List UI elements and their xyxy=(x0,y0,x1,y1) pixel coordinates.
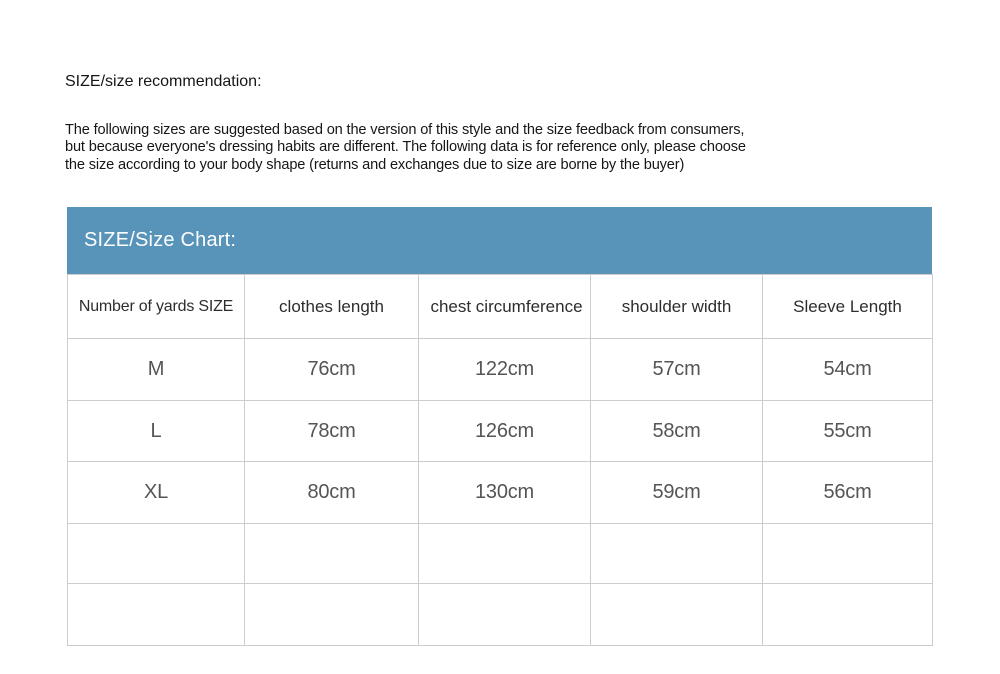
column-header-size: Number of yards SIZE xyxy=(68,275,245,339)
table-header-row xyxy=(68,275,933,339)
shoulder-width-cell: 57cm xyxy=(591,339,763,401)
table-cell xyxy=(245,524,419,584)
size-chart-table xyxy=(67,274,933,646)
table-cell xyxy=(419,584,591,646)
sleeve-length-cell: 55cm xyxy=(763,401,933,462)
size-cell: XL xyxy=(68,462,245,524)
clothes-length-cell: 76cm xyxy=(245,339,419,401)
table-row-l xyxy=(68,401,933,462)
table-cell xyxy=(591,584,763,646)
size-cell: M xyxy=(68,339,245,401)
column-header-sleeve-length: Sleeve Length xyxy=(763,275,933,339)
chest-circumference-cell: 126cm xyxy=(419,401,591,462)
size-chart-title-bar xyxy=(67,207,932,274)
size-recommendation-text xyxy=(65,122,950,174)
table-row-empty xyxy=(68,584,933,646)
page-title: SIZE/size recommendation: xyxy=(65,73,262,90)
size-chart-title: SIZE/Size Chart: xyxy=(84,229,237,251)
column-header-chest-circumference: chest circumference xyxy=(419,275,591,339)
clothes-length-cell: 80cm xyxy=(245,462,419,524)
column-header-clothes-length: clothes length xyxy=(245,275,419,339)
shoulder-width-cell: 58cm xyxy=(591,401,763,462)
size-cell: L xyxy=(68,401,245,462)
table-row-m xyxy=(68,339,933,401)
table-cell xyxy=(419,524,591,584)
sleeve-length-cell: 54cm xyxy=(763,339,933,401)
intro-line: but because everyone's dressing habits are different. The following data is for reference only, please choose xyxy=(65,139,746,156)
sleeve-length-cell: 56cm xyxy=(763,462,933,524)
chest-circumference-cell: 130cm xyxy=(419,462,591,524)
table-cell xyxy=(245,584,419,646)
chest-circumference-cell: 122cm xyxy=(419,339,591,401)
shoulder-width-cell: 59cm xyxy=(591,462,763,524)
clothes-length-cell: 78cm xyxy=(245,401,419,462)
table-cell xyxy=(591,524,763,584)
intro-line: the size according to your body shape (returns and exchanges due to size are borne by the buyer) xyxy=(65,156,685,173)
table-row-empty xyxy=(68,524,933,584)
column-header-shoulder-width: shoulder width xyxy=(591,275,763,339)
table-cell xyxy=(763,584,933,646)
intro-line: The following sizes are suggested based on the version of this style and the size feedback from consumers, xyxy=(65,122,745,138)
table-row-xl xyxy=(68,462,933,524)
table-cell xyxy=(763,524,933,584)
table-cell xyxy=(68,524,245,584)
table-cell xyxy=(68,584,245,646)
